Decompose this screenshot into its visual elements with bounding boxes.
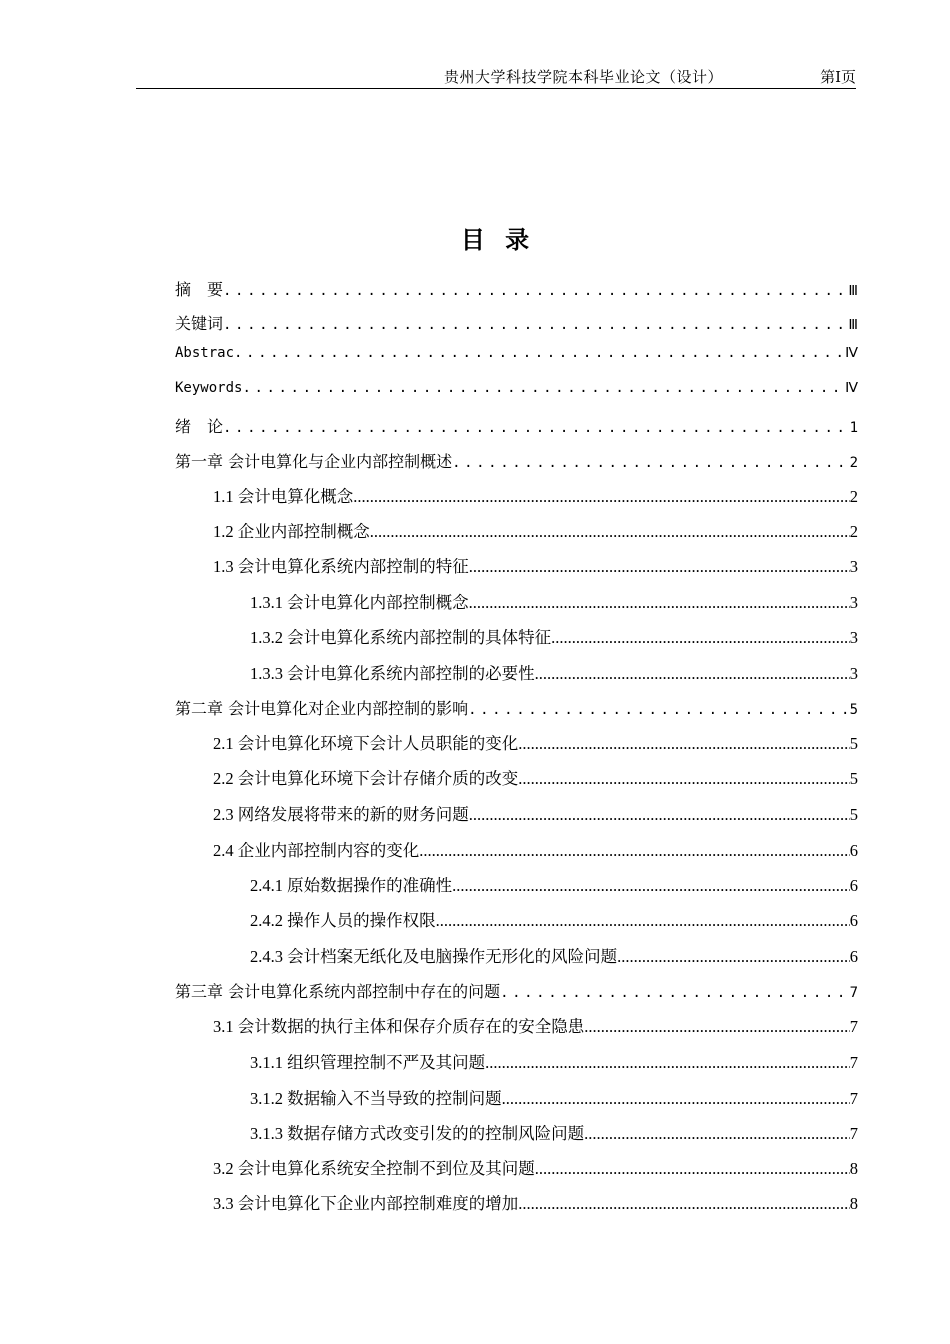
header-school-title: 贵州大学科技学院本科毕业论文（设计） xyxy=(444,68,724,86)
toc-entry[interactable]: 第一章 会计电算化与企业内部控制概述 ..... 2 xyxy=(175,449,858,475)
toc-entry[interactable]: 3.1 会计数据的执行主体和保存介质存在的安全隐患 ..... 7 xyxy=(213,1013,858,1039)
toc-entry[interactable]: 第三章 会计电算化系统内部控制中存在的问题 ..... 7 xyxy=(175,979,858,1005)
toc-entry[interactable]: 绪 论 ..... 1 xyxy=(175,414,858,440)
toc-entry[interactable]: 3.2 会计电算化系统安全控制不到位及其问题 ..... 8 xyxy=(213,1155,858,1181)
toc-entry[interactable]: 3.1.2 数据输入不当导致的控制问题 ..... 7 xyxy=(250,1085,858,1111)
toc-entry[interactable]: 第二章 会计电算化对企业内部控制的影响 ..... 5 xyxy=(175,696,858,722)
toc-entry[interactable]: Abstrac ..... Ⅳ xyxy=(175,345,858,371)
toc-entry[interactable]: 3.1.1 组织管理控制不严及其问题 ..... 7 xyxy=(250,1049,858,1075)
toc-entry[interactable]: 关键词 ..... Ⅲ xyxy=(175,311,858,337)
toc-entry[interactable]: Keywords ..... Ⅳ xyxy=(175,380,858,406)
toc-entry[interactable]: 1.3.1 会计电算化内部控制概念 ..... 3 xyxy=(250,589,858,615)
page-header xyxy=(136,66,856,89)
toc-entry[interactable]: 1.3 会计电算化系统内部控制的特征 ..... 3 xyxy=(213,553,858,579)
toc-entry[interactable]: 2.3 网络发展将带来的新的财务问题 ..... 5 xyxy=(213,801,858,827)
toc-entry[interactable]: 1.1 会计电算化概念 ..... 2 xyxy=(213,483,858,509)
toc-entry[interactable]: 2.4.3 会计档案无纸化及电脑操作无形化的风险问题 ..... 6 xyxy=(250,943,858,969)
toc-entry[interactable]: 3.1.3 数据存储方式改变引发的的控制风险问题 ..... 7 xyxy=(250,1120,858,1146)
toc-entry[interactable]: 2.4.2 操作人员的操作权限 ..... 6 xyxy=(250,907,858,933)
toc-entry[interactable]: 3.3 会计电算化下企业内部控制难度的增加 ..... 8 xyxy=(213,1190,858,1216)
toc-entry[interactable]: 2.2 会计电算化环境下会计存储介质的改变 ..... 5 xyxy=(213,765,858,791)
toc-title: 目 录 xyxy=(460,225,536,254)
toc-entry[interactable]: 1.3.2 会计电算化系统内部控制的具体特征 ..... 3 xyxy=(250,624,858,650)
toc-entry[interactable]: 2.1 会计电算化环境下会计人员职能的变化 ..... 5 xyxy=(213,730,858,756)
toc-entry[interactable]: 1.2 企业内部控制概念 ..... 2 xyxy=(213,518,858,544)
toc-entry[interactable]: 2.4 企业内部控制内容的变化 ..... 6 xyxy=(213,837,858,863)
toc-entry[interactable]: 2.4.1 原始数据操作的准确性 ..... 6 xyxy=(250,872,858,898)
header-page-number: 第Ⅰ页 xyxy=(820,68,856,86)
toc-entry[interactable]: 摘 要 ..... Ⅲ xyxy=(175,277,858,303)
toc-entry[interactable]: 1.3.3 会计电算化系统内部控制的必要性 ..... 3 xyxy=(250,660,858,686)
